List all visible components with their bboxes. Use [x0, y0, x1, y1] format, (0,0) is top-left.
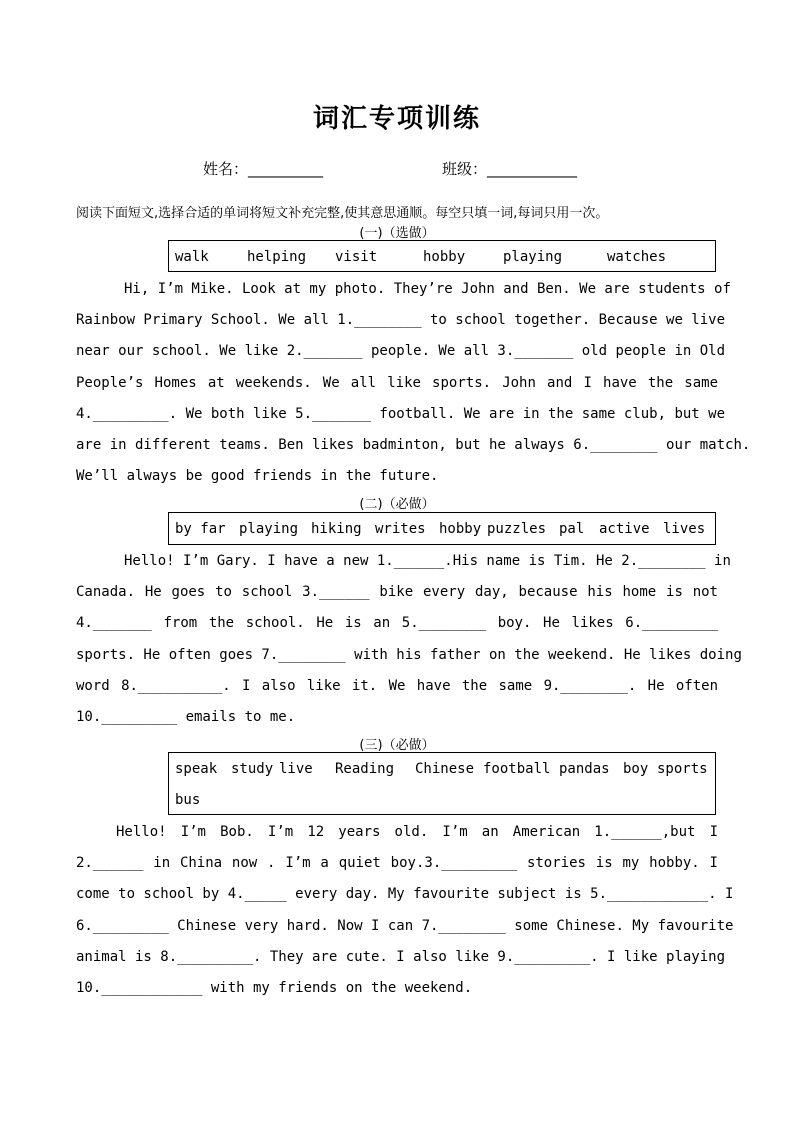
section-2-word-box [168, 512, 716, 545]
word-box-item: watches [607, 249, 667, 265]
word-box-item: active [599, 521, 650, 537]
word-box-item: football [483, 761, 551, 777]
class-field [442, 158, 577, 179]
name-blank: __________ [248, 160, 324, 178]
word-box-item: speak [175, 761, 218, 777]
word-box-item: walk [175, 249, 209, 265]
word-box-item: Reading [335, 761, 395, 777]
section-3-word-box [168, 752, 716, 815]
word-box-item: pal [559, 521, 585, 537]
passage-line: sports. He often goes 7.________ with his father on the weekend. He likes doing [76, 646, 742, 663]
word-box-item: puzzles [487, 521, 547, 537]
word-box-item: playing [239, 521, 299, 537]
passage-line: Canada. He goes to school 3.______ bike every day, because his home is not [76, 584, 718, 601]
word-box-item: study [231, 761, 274, 777]
word-box-item: hobby [423, 249, 466, 265]
page-title: 词汇专项训练 [312, 104, 481, 134]
word-box-item: visit [335, 249, 378, 265]
instructions: 阅读下面短文,选择合适的单词将短文补充完整,使其意思通顺。每空只填一词,每词只用一次。 [76, 206, 609, 221]
student-info-row [0, 158, 794, 180]
word-box-item: pandas [559, 761, 610, 777]
passage-line: We’ll always be good friends in the future. [76, 468, 439, 485]
passage-line: 10._________ emails to me. [76, 708, 296, 725]
word-box-item: bus [175, 792, 201, 808]
passage-line: word 8.__________. I also like it. We have the same 9.________. He often [76, 677, 718, 694]
section-3-title: (三)（必做） [359, 738, 435, 753]
word-box-item: boy [623, 761, 649, 777]
section-1-word-box [168, 240, 716, 272]
passage-line: 2.______ in China now . I’m a quiet boy.3._________ stories is my hobby. I [76, 855, 718, 872]
word-box-item: by far [175, 521, 226, 537]
passage-line: 4._________. We both like 5._______ football. We are in the same club, but we [76, 405, 726, 422]
passage-line: Hi, I’m Mike. Look at my photo. They’re John and Ben. We are students of [124, 281, 731, 297]
word-box-item: lives [663, 521, 706, 537]
word-box-item: hobby [439, 521, 482, 537]
passage-line: 6._________ Chinese very hard. Now I can 7.________ some Chinese. My favourite [76, 917, 734, 934]
word-box-item: writes [375, 521, 426, 537]
passage-line: come to school by 4._____ every day. My favourite subject is 5.____________. I [76, 886, 734, 903]
passage-line: 4._______ from the school. He is an 5.________ boy. He likes 6._________ [76, 615, 718, 632]
passage-line: animal is 8._________. They are cute. I also like 9._________. I like playing [76, 948, 726, 965]
passage-line: 10.____________ with my friends on the weekend. [76, 979, 473, 996]
passage-line: near our school. We like 2._______ people. We all 3._______ old people in Old [76, 343, 726, 360]
passage-line: Hello! I’m Bob. I’m 12 years old. I’m an American 1.______,but I [116, 824, 718, 840]
section-2-title: (二)（必做） [359, 497, 435, 512]
word-box-item: Chinese [415, 761, 475, 777]
passage-line: are in different teams. Ben likes badminton, but he always 6.________ our match. [76, 436, 751, 453]
class-blank: ____________ [487, 160, 578, 178]
name-field [203, 158, 323, 179]
name-label: 姓名： [203, 160, 249, 178]
class-label: 班级： [442, 160, 488, 178]
section-1-title: (一)（选做） [359, 226, 435, 241]
passage-line: Hello! I’m Gary. I have a new 1.______.His name is Tim. He 2.________ in [124, 553, 731, 569]
word-box-item: hiking [311, 521, 362, 537]
word-box-item: playing [503, 249, 563, 265]
section-2-passage [76, 546, 742, 733]
word-box-item: live [279, 761, 313, 777]
word-box-item: helping [247, 249, 307, 265]
passage-line: People’s Homes at weekends. We all like sports. John and I have the same [76, 374, 718, 391]
passage-line: Rainbow Primary School. We all 1.________ to school together. Because we live [76, 312, 726, 329]
section-3-passage [76, 817, 734, 1004]
word-box-item: sports [657, 761, 708, 777]
section-1-passage [76, 274, 751, 492]
